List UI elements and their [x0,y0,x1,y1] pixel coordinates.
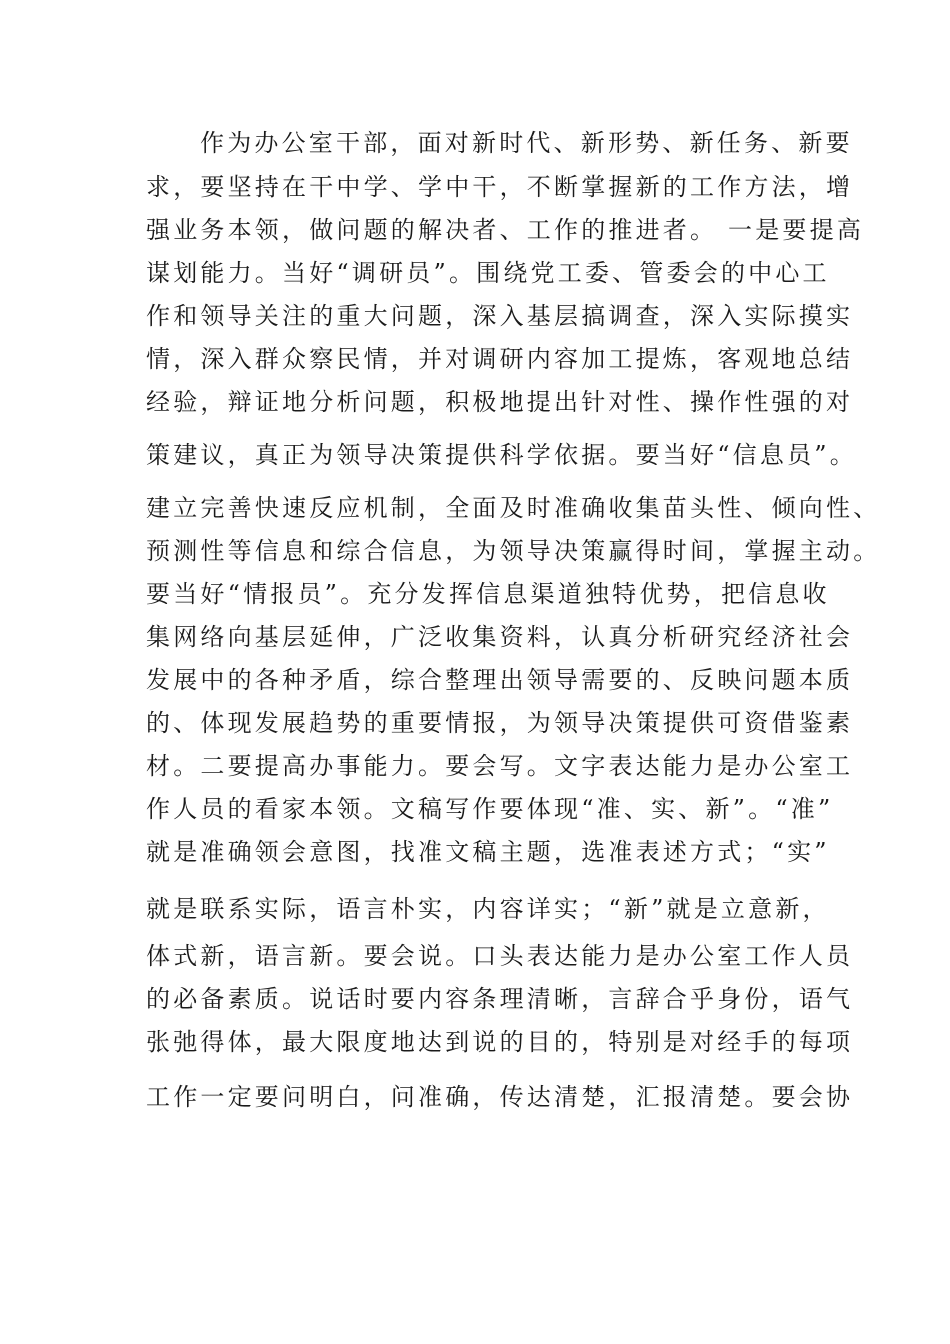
text-line-6: 情，深入群众察民情，并对调研内容加工提炼，客观地总结 [146,345,854,373]
text-line-13: 发展中的各种矛盾，综合整理出领导需要的、反映问题本质 [146,666,854,694]
text-line-8: 策建议，真正为领导决策提供科学依据。要当好“信息员”。 [146,441,857,469]
text-line-1: 作为办公室干部，面对新时代、新形势、新任务、新要 [200,129,853,157]
text-line-2: 求，要坚持在干中学、学中干，不断掌握新的工作方法，增 [146,173,854,201]
text-line-10: 预测性等信息和综合信息，为领导决策赢得时间，掌握主动。 [146,537,881,565]
text-line-4: 谋划能力。当好“调研员”。围绕党工委、管委会的中心工 [146,259,830,287]
text-line-19: 体式新，语言新。要会说。口头表达能力是办公室工作人员 [146,942,854,970]
text-line-11: 要当好“情报员”。充分发挥信息渠道独特优势，把信息收 [146,580,830,608]
text-line-21: 张弛得体，最大限度地达到说的目的，特别是对经手的每项 [146,1028,854,1056]
text-line-9: 建立完善快速反应机制，全面及时准确收集苗头性、倾向性、 [146,494,881,522]
text-line-14: 的、体现发展趋势的重要情报，为领导决策提供可资借鉴素 [146,709,854,737]
text-line-7: 经验，辩证地分析问题，积极地提出针对性、操作性强的对 [146,388,854,416]
text-line-20: 的必备素质。说话时要内容条理清晰，言辞合乎身份，语气 [146,985,854,1013]
text-line-12: 集网络向基层延伸，广泛收集资料，认真分析研究经济社会 [146,623,854,651]
text-line-22: 工作一定要问明白，问准确，传达清楚，汇报清楚。要会协 [146,1083,854,1111]
text-line-5: 作和领导关注的重大问题，深入基层搞调查，深入实际摸实 [146,302,854,330]
text-line-17: 就是准确领会意图，找准文稿主题，选准表述方式；“实” [146,838,830,866]
text-line-18: 就是联系实际，语言朴实，内容详实；“新”就是立意新， [146,895,830,923]
text-line-16: 作人员的看家本领。文稿写作要体现“准、实、新”。“准” [146,795,834,823]
text-line-3: 强业务本领，做问题的解决者、工作的推进者。 一是要提高 [146,216,865,244]
text-line-15: 材。二要提高办事能力。要会写。文字表达能力是办公室工 [146,752,854,780]
